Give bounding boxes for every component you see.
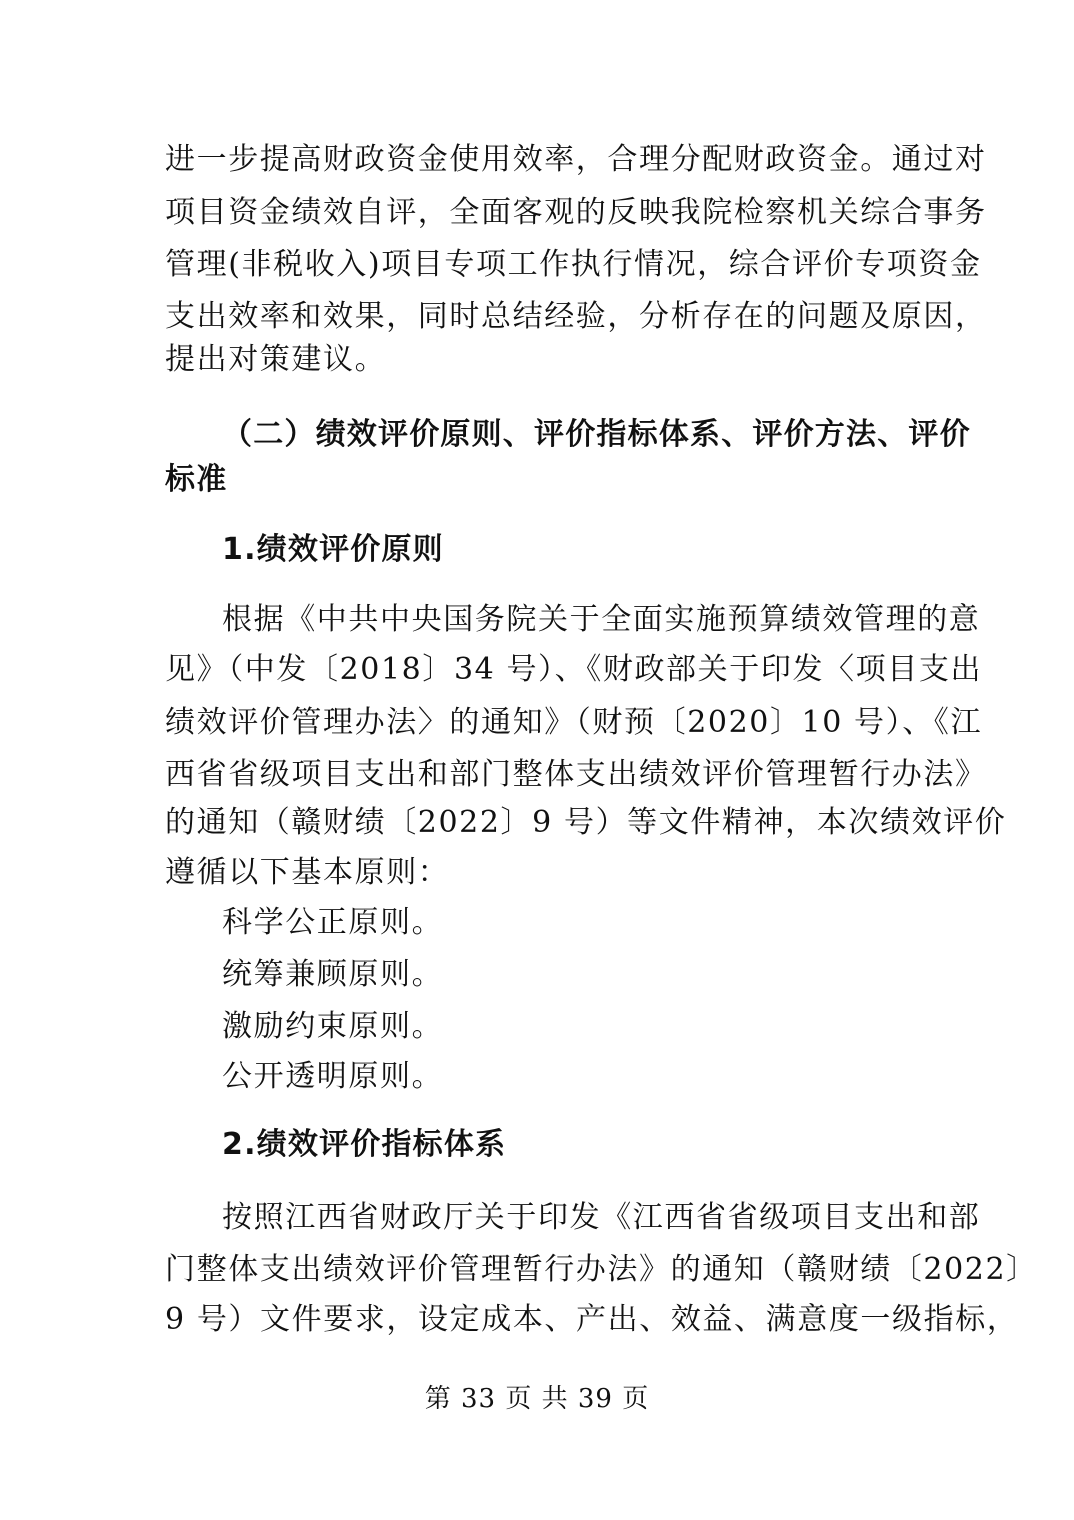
paragraph-line: 见》（中发〔2018〕34 号）、《财政部关于印发〈项目支出 <box>165 652 983 687</box>
paragraph-line: 支出效率和效果，同时总结经验，分析存在的问题及原因， <box>165 299 987 334</box>
page-number-footer: 第 33 页 共 39 页 <box>424 1384 650 1414</box>
principle-item: 公开透明原则。 <box>222 1059 444 1094</box>
section-heading: 标准 <box>165 462 228 497</box>
paragraph-line: 绩效评价管理办法〉的通知》（财预〔2020〕10 号）、《江 <box>165 705 983 740</box>
subheading: 1.绩效评价原则 <box>222 532 444 567</box>
paragraph-line: 进一步提高财政资金使用效率，合理分配财政资金。通过对 <box>165 142 987 177</box>
paragraph-line: 项目资金绩效自评，全面客观的反映我院检察机关综合事务 <box>165 195 987 230</box>
paragraph-line: 按照江西省财政厅关于印发《江西省省级项目支出和部 <box>222 1200 981 1235</box>
paragraph-line: 的通知（赣财绩〔2022〕9 号）等文件精神，本次绩效评价 <box>165 805 1007 840</box>
paragraph-line: 根据《中共中央国务院关于全面实施预算绩效管理的意 <box>222 602 981 637</box>
paragraph-line: 遵循以下基本原则： <box>165 855 450 890</box>
principle-item: 科学公正原则。 <box>222 905 444 940</box>
section-heading: （二）绩效评价原则、评价指标体系、评价方法、评价 <box>222 417 971 452</box>
paragraph-line: 门整体支出绩效评价管理暂行办法》的通知（赣财绩〔2022〕 <box>165 1252 1038 1287</box>
principle-item: 激励约束原则。 <box>222 1009 444 1044</box>
paragraph-line: 9 号）文件要求，设定成本、产出、效益、满意度一级指标， <box>165 1302 1019 1337</box>
paragraph-line: 提出对策建议。 <box>165 342 387 377</box>
paragraph-line: 管理(非税收入)项目专项工作执行情况，综合评价专项资金 <box>165 247 982 282</box>
paragraph-line: 西省省级项目支出和部门整体支出绩效评价管理暂行办法》 <box>165 757 987 792</box>
subheading: 2.绩效评价指标体系 <box>222 1127 507 1162</box>
principle-item: 统筹兼顾原则。 <box>222 957 444 992</box>
